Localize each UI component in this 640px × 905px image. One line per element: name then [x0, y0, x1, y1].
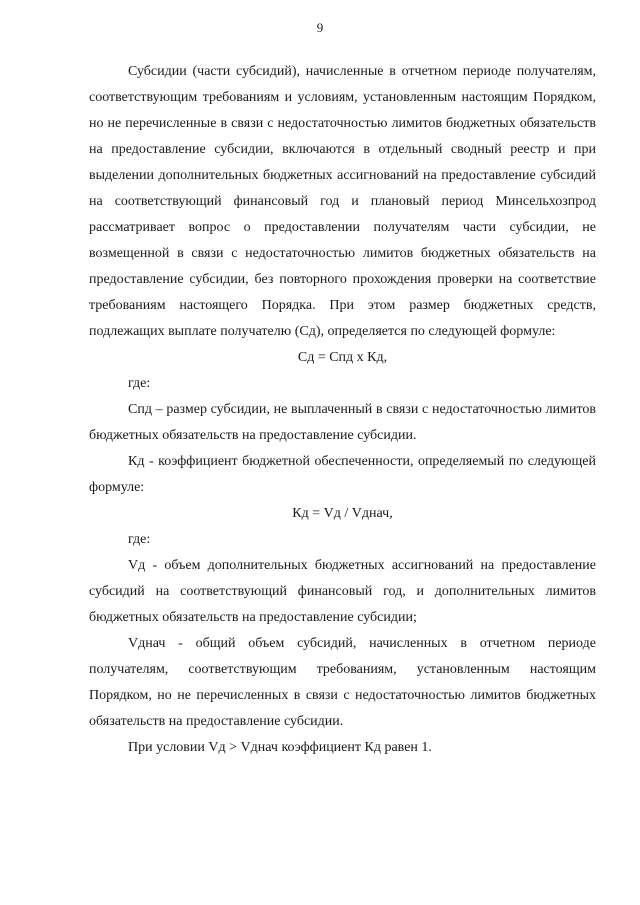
paragraph-kd-definition: Кд - коэффициент бюджетной обеспеченности, определяемый по следующей формуле:	[89, 454, 596, 495]
page-number: 9	[316, 20, 324, 35]
paragraph-condition: При условии Vд > Vднач коэффициент Кд равен 1.	[128, 740, 432, 755]
paragraph-spd-definition: Спд – размер субсидии, не выплаченный в связи с недостаточностью лимитов бюджетных обязательств на предоставление субсидии.	[89, 402, 596, 443]
document-body	[89, 59, 596, 761]
paragraph-vd-definition: Vд - объем дополнительных бюджетных ассигнований на предоставление субсидий на соответствующий финансовый год, и дополнительных лимитов бюджетных обязательств на предоставление субсидии;	[89, 558, 596, 625]
formula-kd: Кд = Vд / Vднач,	[292, 506, 393, 521]
where-label-2: где:	[128, 532, 151, 547]
paragraph-subsidies: Субсидии (части субсидий), начисленные в отчетном периоде получателям, соответствующим требованиям и условиям, установленным настоящим Порядком, но не перечисленные в связи с недостаточностью лимитов бюджетных обязательств на предоставление субсидии, включаются в отдельный сводный реестр и при выделении дополнительных бюджетных ассигнований на предоставление субсидий на соответствующий финансовый год и плановый период Минсельхозпрод рассматривает вопрос о предоставлении получателям части субсидии, не возмещенной в связи с недостаточностью лимитов бюджетных обязательств на предоставление субсидии, без повторного прохождения проверки на соответствие требованиям настоящего Порядка. При этом размер бюджетных средств, подлежащих выплате получателю (Сд), определяется по следующей формуле:	[89, 64, 596, 339]
paragraph-vdnach-definition: Vднач - общий объем субсидий, начисленных в отчетном периоде получателям, соответствующим требованиям, установленным настоящим Порядком, но не перечисленных в связи с недостаточностью лимитов бюджетных обязательств на предоставление субсидии.	[89, 636, 596, 729]
where-label: где:	[128, 376, 151, 391]
formula-sd: Сд = Спд х Кд,	[297, 350, 388, 365]
